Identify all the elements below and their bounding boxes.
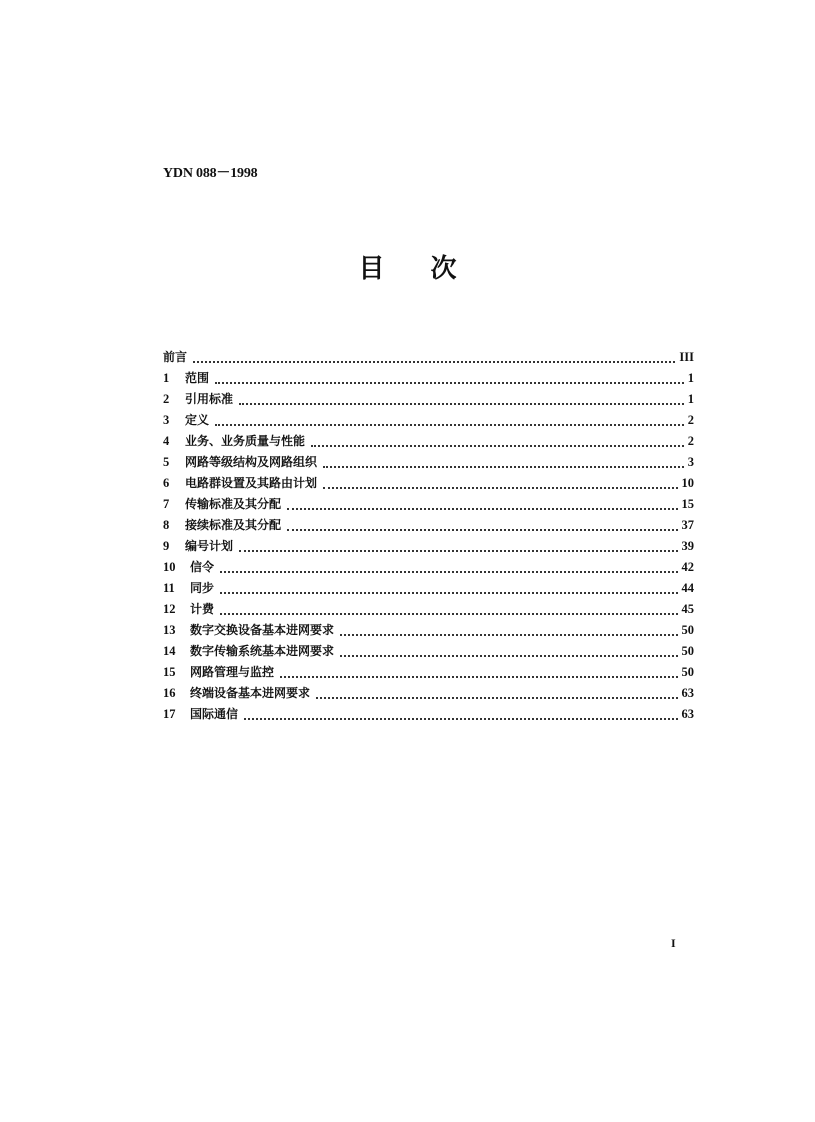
toc-entry-16[interactable] [163,683,694,704]
toc-entry-page: 50 [681,644,694,658]
toc-entry-label: 网路等级结构及网路组织 [185,455,318,469]
toc-entry-page: 3 [687,455,694,469]
toc-entry-page: 50 [681,623,694,637]
toc-entry-label: 计费 [190,602,215,616]
toc-entry-8[interactable] [163,515,694,536]
toc-entry-15[interactable] [163,662,694,683]
toc-entry-label: 接续标准及其分配 [185,518,282,532]
toc-entry-label: 信令 [190,560,215,574]
toc-entry-page: 1 [687,392,694,406]
toc-entry-page: 15 [681,497,694,511]
toc-entry-label: 编号计划 [185,539,234,553]
toc-title [0,248,815,285]
toc-entry-number: 16 [163,686,176,700]
toc-dot-leader [239,389,684,410]
toc-entry-12[interactable] [163,599,694,620]
toc-entry-number: 11 [163,581,175,595]
toc-entry-page: 2 [687,434,694,448]
toc-entry-14[interactable] [163,641,694,662]
toc-entry-label: 同步 [190,581,215,595]
toc-dot-leader [316,683,677,704]
toc-entry-label: 定义 [185,413,210,427]
toc-entry-2[interactable] [163,389,694,410]
toc-entry-number: 12 [163,602,176,616]
toc-dot-leader [244,704,677,725]
toc-entry-page: III [679,350,694,364]
table-of-contents [163,347,694,725]
toc-entry-page: 37 [681,518,694,532]
toc-entry-1[interactable] [163,368,694,389]
toc-entry-number: 2 [163,392,170,406]
toc-entry-9[interactable] [163,536,694,557]
toc-entry-page: 1 [687,371,694,385]
toc-dot-leader [287,515,677,536]
toc-entry-number: 8 [163,518,170,532]
toc-entry-label: 终端设备基本进网要求 [190,686,311,700]
toc-entry-page: 63 [681,707,694,721]
toc-dot-leader [323,452,684,473]
toc-entry-preface[interactable] [163,347,694,368]
toc-entry-page: 50 [681,665,694,679]
toc-entry-number: 4 [163,434,170,448]
toc-entry-5[interactable] [163,452,694,473]
toc-entry-number: 10 [163,560,176,574]
toc-dot-leader [220,578,677,599]
toc-entry-4[interactable] [163,431,694,452]
toc-entry-number: 3 [163,413,170,427]
toc-entry-number: 6 [163,476,170,490]
toc-entry-number: 5 [163,455,170,469]
page-number: I [671,936,676,950]
toc-entry-number: 9 [163,539,170,553]
toc-entry-page: 45 [681,602,694,616]
toc-entry-number: 17 [163,707,176,721]
toc-entry-label: 引用标准 [185,392,234,406]
toc-dot-leader [323,473,677,494]
toc-title-char-2: 次 [430,254,457,284]
toc-dot-leader [215,368,684,389]
toc-dot-leader [239,536,677,557]
toc-entry-11[interactable] [163,578,694,599]
toc-entry-label: 范围 [185,371,210,385]
toc-dot-leader [280,662,677,683]
toc-dot-leader [287,494,677,515]
toc-entry-label: 电路群设置及其路由计划 [185,476,318,490]
document-code: YDN 088－1998 [163,166,258,181]
toc-entry-label: 数字交换设备基本进网要求 [190,623,335,637]
toc-entry-label: 网路管理与监控 [190,665,275,679]
toc-title-char-1: 目 [358,254,385,284]
toc-entry-10[interactable] [163,557,694,578]
toc-entry-label: 传输标准及其分配 [185,497,282,511]
toc-entry-number: 7 [163,497,170,511]
toc-entry-page: 42 [681,560,694,574]
toc-dot-leader [215,410,684,431]
toc-dot-leader [340,641,677,662]
toc-entry-page: 44 [681,581,694,595]
toc-entry-page: 10 [681,476,694,490]
toc-entry-6[interactable] [163,473,694,494]
toc-entry-3[interactable] [163,410,694,431]
toc-entry-page: 39 [681,539,694,553]
toc-entry-13[interactable] [163,620,694,641]
toc-dot-leader [340,620,677,641]
toc-entry-label: 业务、业务质量与性能 [185,434,306,448]
toc-entry-17[interactable] [163,704,694,725]
toc-dot-leader [311,431,684,452]
toc-dot-leader [220,599,677,620]
toc-entry-number: 1 [163,371,170,385]
toc-entry-label: 国际通信 [190,707,239,721]
toc-entry-number: 14 [163,644,176,658]
toc-dot-leader [193,347,675,368]
toc-entry-label: 数字传输系统基本进网要求 [190,644,335,658]
toc-entry-7[interactable] [163,494,694,515]
toc-entry-page: 2 [687,413,694,427]
toc-entry-number: 13 [163,623,176,637]
toc-entry-number: 15 [163,665,176,679]
toc-dot-leader [220,557,677,578]
toc-entry-page: 63 [681,686,694,700]
toc-entry-label: 前言 [163,350,188,364]
